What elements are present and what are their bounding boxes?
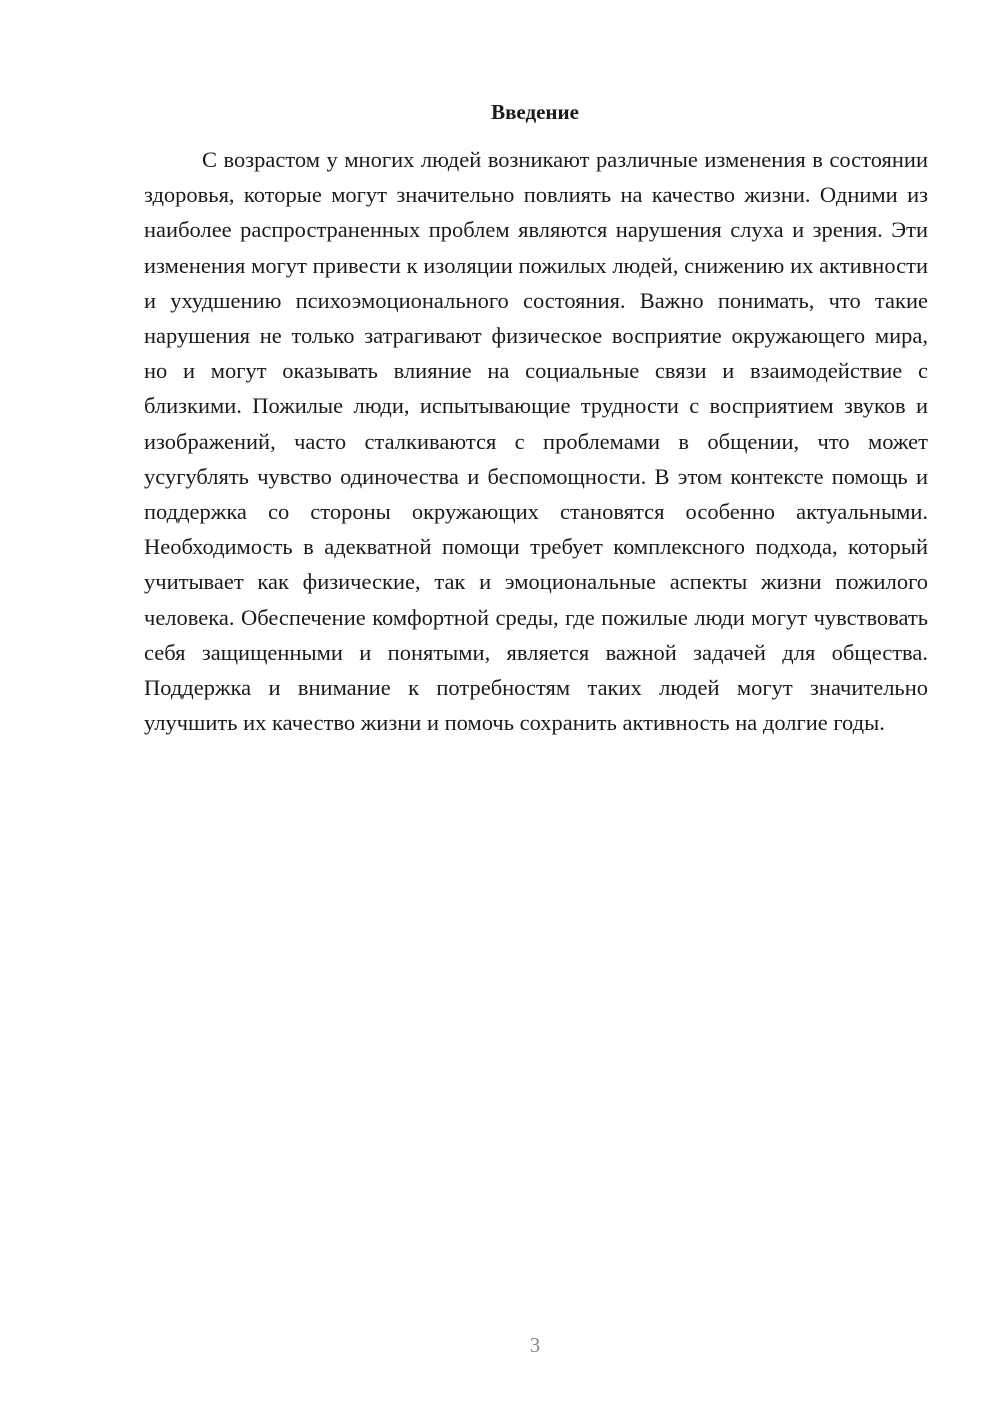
body-paragraph: С возрастом у многих людей возникают различные изменения в состоянии здоровья, которые могут значительно повлиять на качество жизни. Одними из наиболее распространенных проблем являются нарушения слуха и зрения. Эти изменения могут привести к изоляции пожилых людей, снижению их активности и ухудшению психоэмоционального состояния. Важно понимать, что такие нарушения не только затрагивают физическое восприятие окружающего мира, но и могут оказывать влияние на социальные связи и взаимодействие с близкими. Пожилые люди, испытывающие трудности с восприятием звуков и изображений, часто сталкиваются с проблемами в общении, что может усугублять чувство одиночества и беспомощности. В этом контексте помощь и поддержка со стороны окружающих становятся особенно актуальными. Необходимость в адекватной помощи требует комплексного подхода, который учитывает как физические, так и эмоциональные аспекты жизни пожилого человека. Обеспечение комфортной среды, где пожилые люди могут чувствовать себя защищенными и понятыми, является важной задачей для общества. Поддержка и внимание к потребностям таких людей могут значительно улучшить их качество жизни и помочь сохранить активность на долгие годы.	[144, 147, 928, 736]
section-heading: Введение	[491, 100, 579, 124]
page-number: 3	[529, 1333, 541, 1357]
